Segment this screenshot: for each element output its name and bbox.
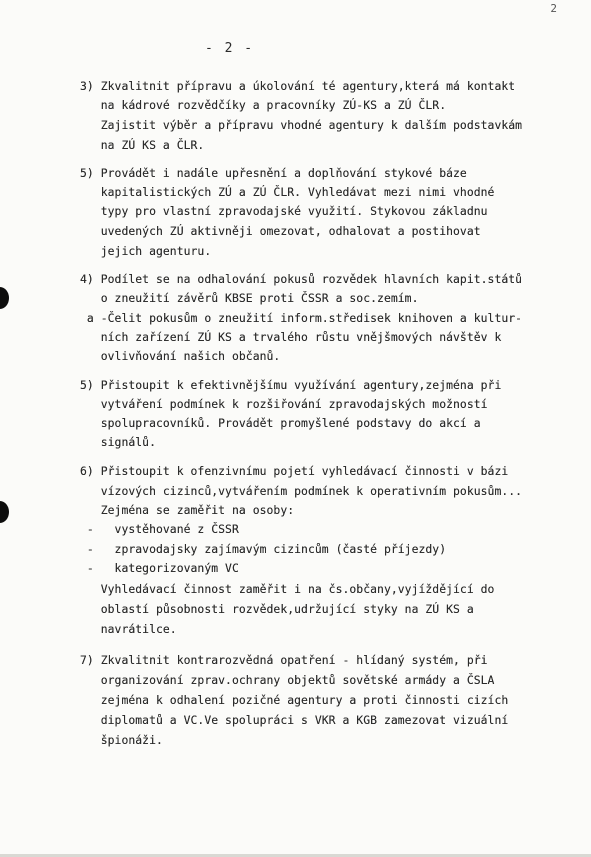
text-line: navrátilce.: [80, 622, 177, 636]
corner-mark: 2: [550, 2, 557, 15]
text-line: vytváření podmínek k rozšiřování zpravodajských možností: [80, 397, 488, 411]
text-line: vízových cizinců,vytvářením podmínek k operativním pokusům...: [80, 484, 523, 498]
text-line: - vystěhované z ČSSR: [80, 522, 239, 536]
text-line: a -Čelit pokusům o zneužití inform.středisek knihoven a kultur-: [80, 311, 523, 325]
text-line: typy pro vlastní zpravodajské využití. Stykovou základnu: [80, 204, 488, 218]
text-line: Zajistit výběr a přípravu vhodné agentury k dalším podstavkám: [80, 118, 523, 132]
text-line: 3) Zkvalitnit přípravu a úkolování té agentury,která má kontakt: [80, 79, 516, 93]
text-line: signálů.: [80, 435, 156, 449]
text-line: organizování zprav.ochrany objektů sovětské armády a ČSLA: [80, 673, 495, 687]
text-line: - kategorizovaným VC: [80, 561, 239, 575]
text-line: oblastí působnosti rozvědek,udržující styky na ZÚ KS a: [80, 602, 474, 616]
punch-hole: [0, 287, 9, 309]
punch-hole: [0, 501, 9, 523]
text-line: 5) Přistoupit k efektivnějšímu využívání agentury,zejména při: [80, 378, 502, 392]
text-line: 7) Zkvalitnit kontrarozvědná opatření - hlídaný systém, při: [80, 653, 488, 667]
text-line: 4) Podílet se na odhalování pokusů rozvědek hlavních kapit.států: [80, 272, 523, 286]
text-line: špionáži.: [80, 733, 163, 747]
text-line: na ZÚ KS a ČLR.: [80, 138, 205, 152]
text-line: - zpravodajsky zajímavým cizincům (časté příjezdy): [80, 542, 447, 556]
text-line: zejména k odhalení pozičné agentury a proti činnosti cizích: [80, 693, 509, 707]
text-line: uvedených ZÚ aktivněji omezovat, odhalovat a postihovat: [80, 224, 481, 238]
text-line: o zneužití závěrů KBSE proti ČSSR a soc.zemím.: [80, 291, 419, 305]
text-line: ních zařízení ZÚ KS a trvalého růstu vnějšmových návštěv k: [80, 330, 502, 344]
text-line: 5) Provádět i nadále upřesnění a doplňování stykové báze: [80, 166, 467, 180]
text-line: spolupracovníků. Provádět promyšlené podstavy do akcí a: [80, 416, 481, 430]
text-line: Zejména se zaměřit na osoby:: [80, 503, 295, 517]
text-line: ovlivňování našich občanů.: [80, 349, 281, 363]
text-line: jejich agenturu.: [80, 244, 212, 258]
text-line: Vyhledávací činnost zaměřit i na čs.občany,vyjíždějící do: [80, 582, 495, 596]
page-number: - 2 -: [205, 41, 255, 56]
text-line: diplomatů a VC.Ve spolupráci s VKR a KGB zamezovat vizuální: [80, 713, 509, 727]
text-line: 6) Přistoupit k ofenzivnímu pojetí vyhledávací činnosti v bázi: [80, 464, 509, 478]
text-line: na kádrové rozvědčíky a pracovníky ZÚ-KS a ZÚ ČLR.: [80, 98, 447, 112]
text-line: kapitalistických ZÚ a ZÚ ČLR. Vyhledávat mezi nimi vhodné: [80, 185, 495, 199]
